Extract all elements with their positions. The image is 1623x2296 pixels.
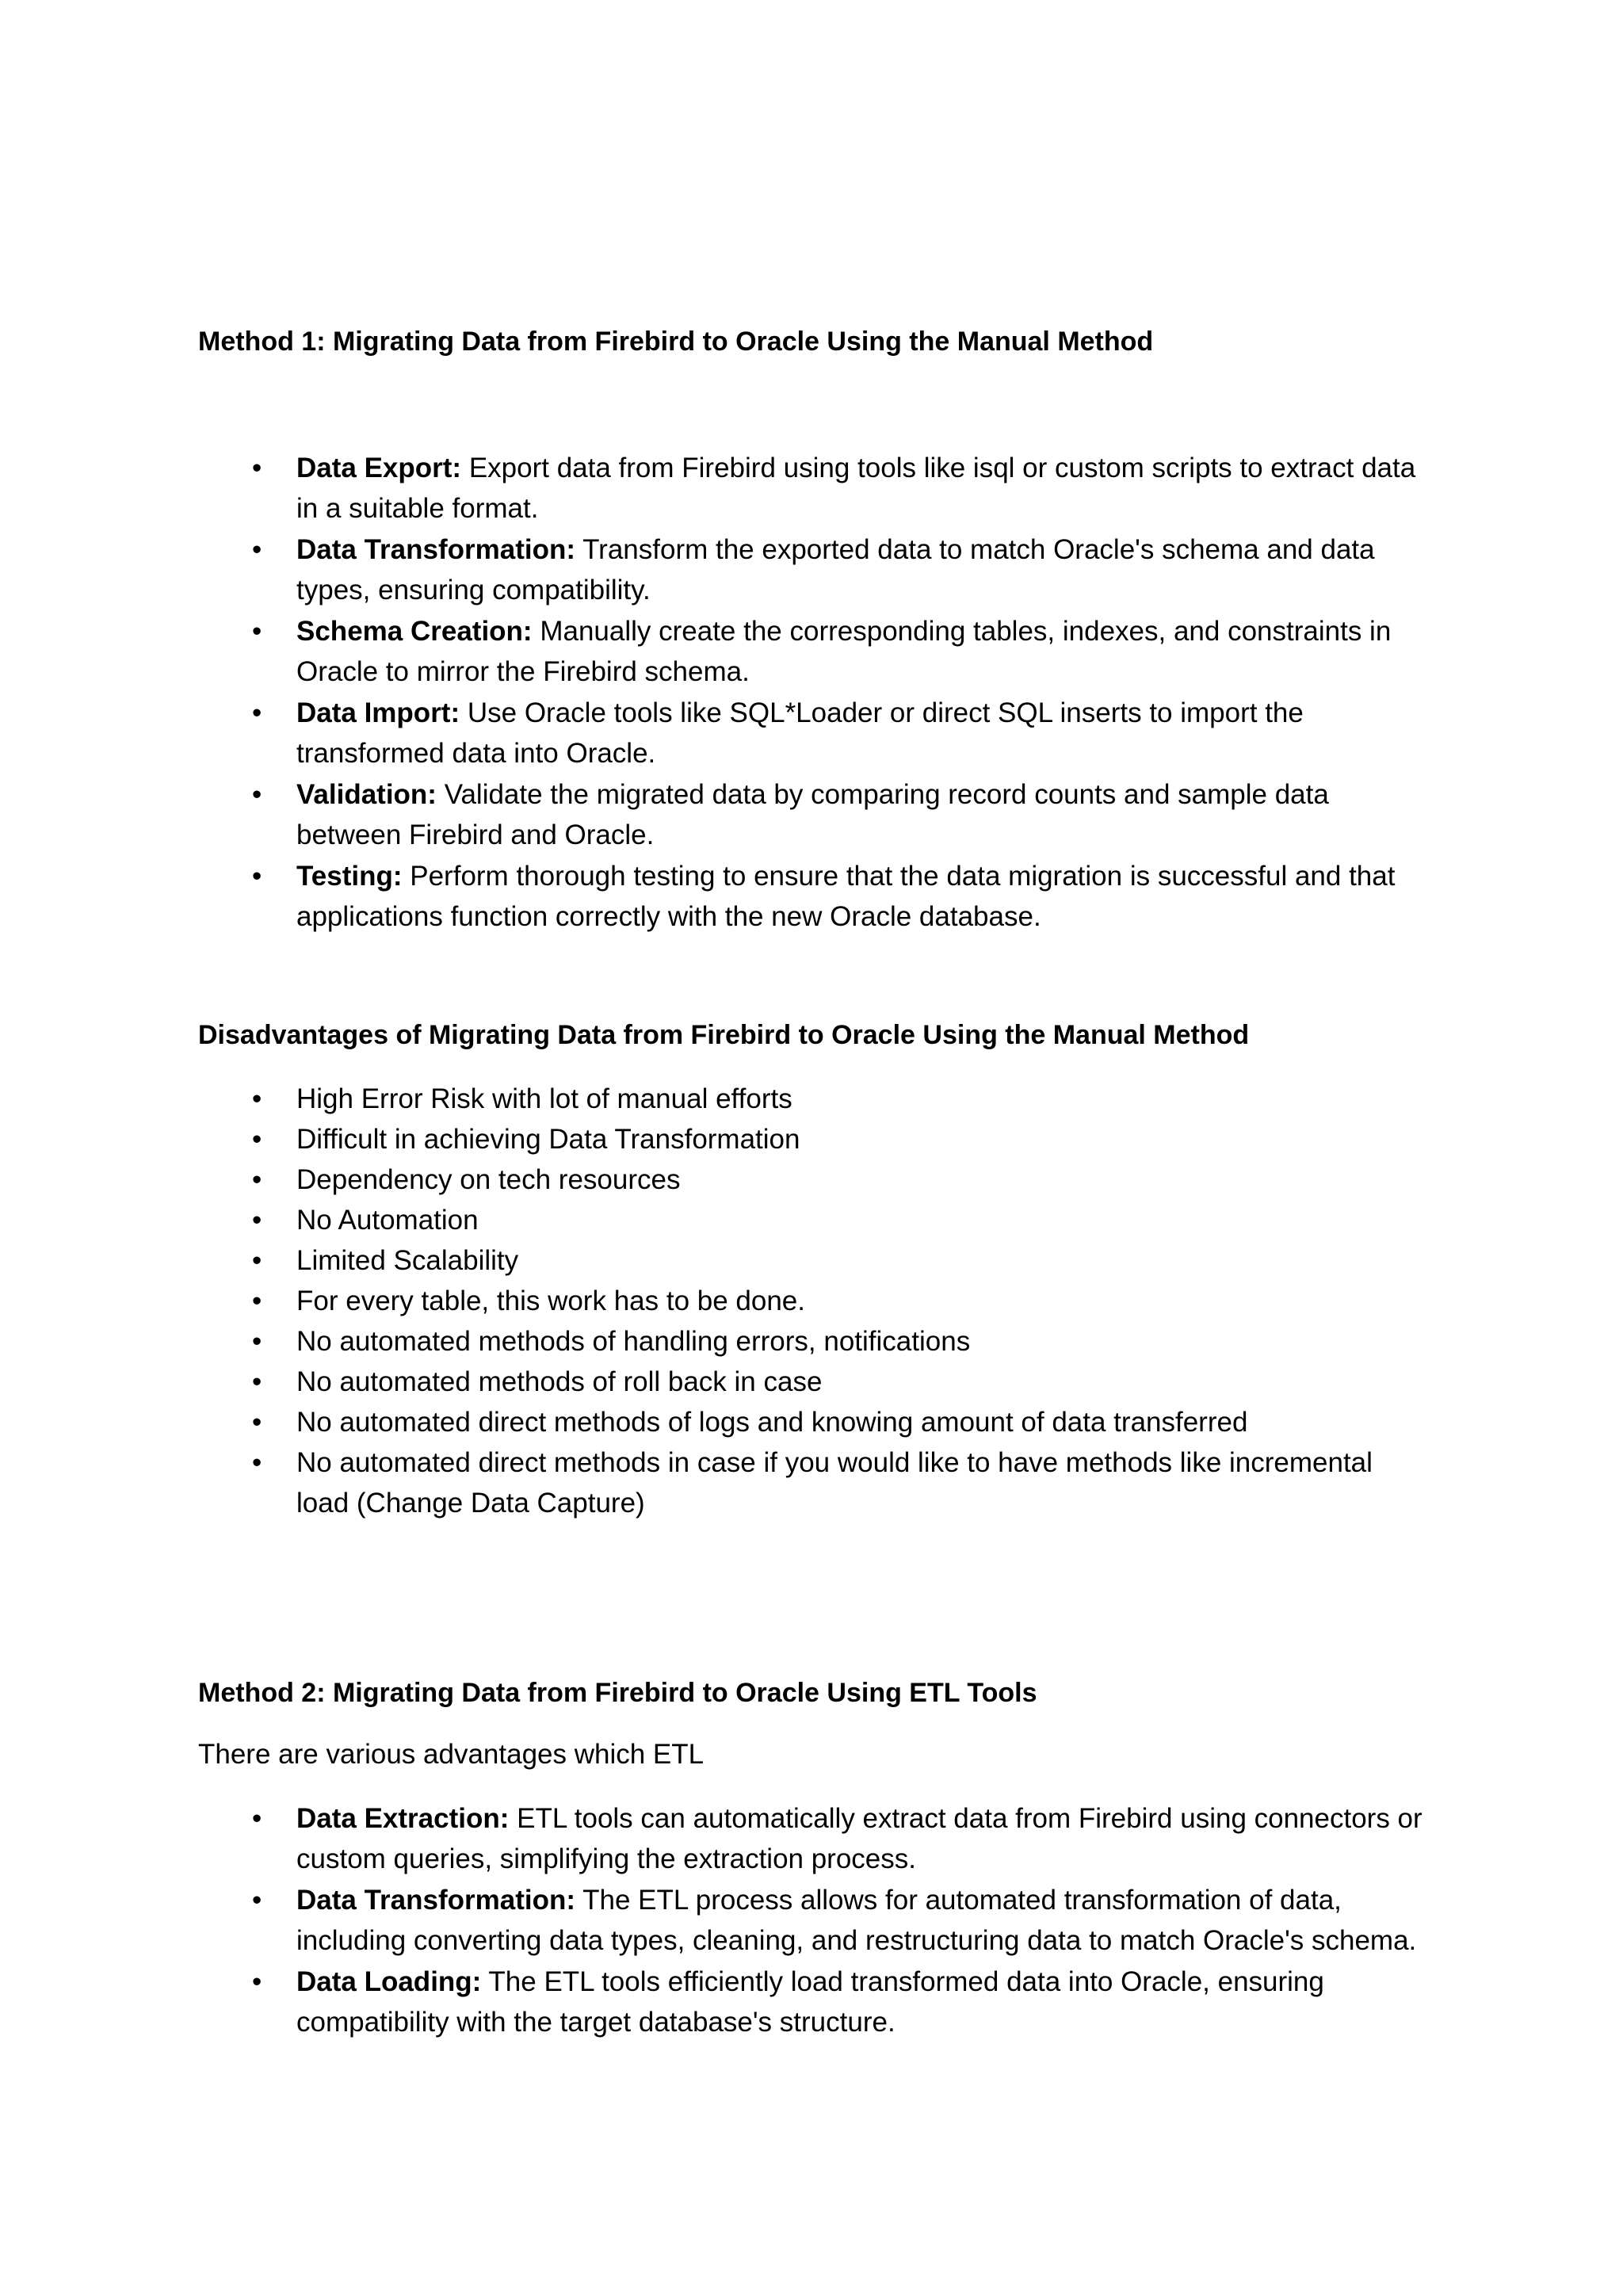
- item-text: No Automation: [296, 1205, 479, 1236]
- bullet-icon: •: [252, 1407, 262, 1438]
- item-text: The ETL tools efficiently load transformed data into Oracle, ensuring compatibility with the target database's structure.: [296, 1966, 1324, 2038]
- bullet-icon: •: [252, 1205, 262, 1236]
- item-text: Difficult in achieving Data Transformation: [296, 1124, 800, 1155]
- bullet-icon: •: [252, 1885, 262, 1916]
- item-text: No automated methods of roll back in case: [296, 1366, 823, 1397]
- list-item: [0, 693, 1430, 774]
- list-item: [0, 1321, 1430, 1362]
- item-text: ETL tools can automatically extract data from Firebird using connectors or custom queries, simplifying the extraction process.: [296, 1803, 1423, 1874]
- item-text: Perform thorough testing to ensure that the data migration is successful and that applications function correctly with the new Oracle database.: [296, 861, 1396, 932]
- item-text: Validate the migrated data by comparing record counts and sample data between Firebird and Oracle.: [296, 779, 1329, 850]
- item-text: Transform the exported data to match Oracle's schema and data types, ensuring compatibility.: [296, 534, 1375, 606]
- item-term: Validation:: [296, 779, 437, 810]
- bullet-icon: •: [252, 534, 262, 565]
- bullet-icon: •: [252, 616, 262, 647]
- disadvantages-heading: Disadvantages of Migrating Data from Firebird to Oracle Using the Manual Method: [198, 1020, 1250, 1050]
- list-item: [0, 1240, 1430, 1281]
- bullet-icon: •: [252, 861, 262, 892]
- method1-heading: Method 1: Migrating Data from Firebird to Oracle Using the Manual Method: [198, 327, 1154, 357]
- item-term: Data Transformation:: [296, 534, 575, 565]
- item-text: Export data from Firebird using tools like isql or custom scripts to extract data in a suitable format.: [296, 453, 1416, 524]
- bullet-icon: •: [252, 1447, 262, 1478]
- item-term: Data Transformation:: [296, 1885, 575, 1916]
- item-text: No automated direct methods of logs and knowing amount of data transferred: [296, 1407, 1248, 1438]
- bullet-icon: •: [252, 1326, 262, 1357]
- item-term: Data Extraction:: [296, 1803, 510, 1834]
- bullet-icon: •: [252, 1966, 262, 1997]
- item-text: Limited Scalability: [296, 1245, 519, 1276]
- bullet-icon: •: [252, 1803, 262, 1834]
- method2-intro: There are various advantages which ETL: [198, 1739, 705, 1770]
- list-item: [0, 1962, 1430, 2042]
- list-item: [0, 1798, 1430, 1879]
- list-item: [0, 856, 1430, 937]
- bullet-icon: •: [252, 1366, 262, 1397]
- list-item: [0, 1281, 1430, 1321]
- bullet-icon: •: [252, 1286, 262, 1316]
- list-item: [0, 1402, 1430, 1442]
- disadvantages-list: [0, 1079, 1430, 1523]
- item-term: Data Import:: [296, 697, 460, 728]
- list-item: [0, 1362, 1430, 1402]
- item-term: Schema Creation:: [296, 616, 533, 647]
- item-text: No automated methods of handling errors, notifications: [296, 1326, 971, 1357]
- item-text: Dependency on tech resources: [296, 1164, 681, 1195]
- bullet-icon: •: [252, 779, 262, 810]
- item-text: Use Oracle tools like SQL*Loader or direct SQL inserts to import the transformed data into Oracle.: [296, 697, 1304, 769]
- list-item: [0, 1200, 1430, 1240]
- bullet-icon: •: [252, 1124, 262, 1155]
- method1-list: [0, 448, 1430, 938]
- item-text: For every table, this work has to be done.: [296, 1286, 805, 1316]
- item-text: The ETL process allows for automated transformation of data, including converting data types, cleaning, and restructuring data to match Oracle's schema.: [296, 1885, 1417, 1956]
- bullet-icon: •: [252, 1164, 262, 1195]
- bullet-icon: •: [252, 453, 262, 483]
- list-item: [0, 448, 1430, 529]
- item-text: High Error Risk with lot of manual efforts: [296, 1083, 792, 1114]
- list-item: [0, 529, 1430, 610]
- list-item: [0, 774, 1430, 855]
- list-item: [0, 1079, 1430, 1119]
- item-text: Manually create the corresponding tables, indexes, and constraints in Oracle to mirror the Firebird schema.: [296, 616, 1392, 687]
- method2-heading: Method 2: Migrating Data from Firebird to Oracle Using ETL Tools: [198, 1678, 1037, 1708]
- method2-list: [0, 1798, 1430, 2043]
- item-term: Testing:: [296, 861, 403, 892]
- list-item: [0, 1442, 1430, 1523]
- list-item: [0, 611, 1430, 692]
- bullet-icon: •: [252, 1245, 262, 1276]
- list-item: [0, 1880, 1430, 1961]
- item-term: Data Export:: [296, 453, 462, 483]
- list-item: [0, 1119, 1430, 1159]
- bullet-icon: •: [252, 697, 262, 728]
- list-item: [0, 1159, 1430, 1200]
- item-term: Data Loading:: [296, 1966, 482, 1997]
- bullet-icon: •: [252, 1083, 262, 1114]
- item-text: No automated direct methods in case if you would like to have methods like incremental load (Change Data Capture): [296, 1447, 1373, 1519]
